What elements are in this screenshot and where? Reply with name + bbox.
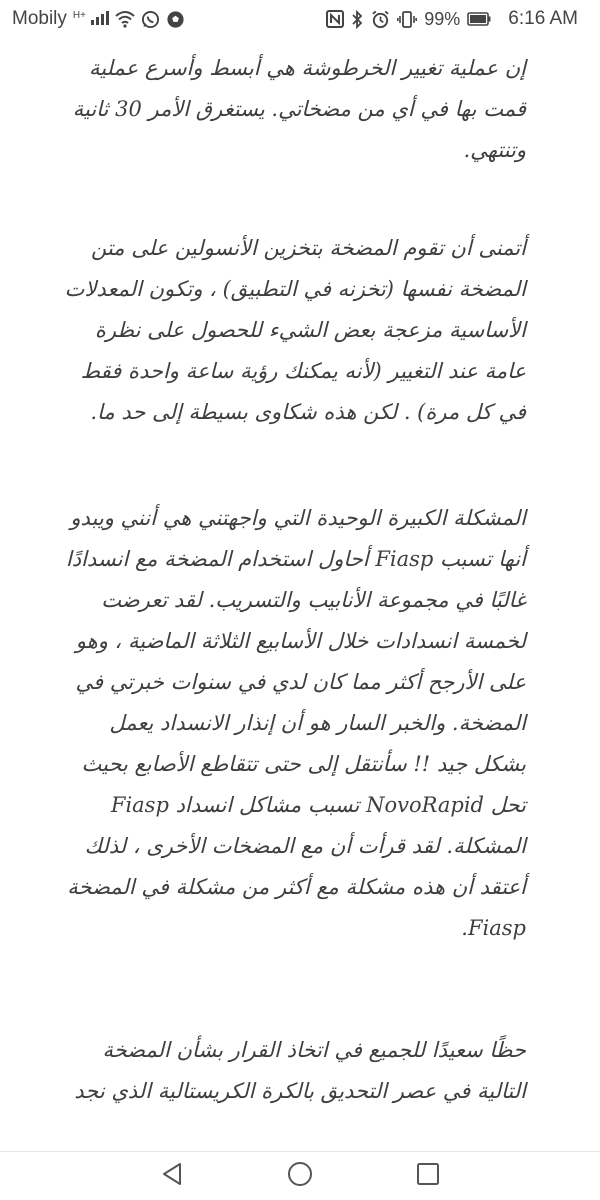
status-left [12, 8, 185, 30]
ball-icon [166, 10, 185, 29]
article-paragraph: حظًا سعيدًا للجميع في اتخاذ القرار بشأن المضخة التالية في عصر التحديق بالكرة الكريستالية الذي نجد [74, 1038, 526, 1103]
back-button[interactable] [155, 1160, 189, 1192]
article-paragraph: المشكلة الكبيرة الوحيدة التي واجهتني هي أنني ويبدو أنها تسبب Fiasp أحاول استخدام المضخة مع انسدادًا غالبًا في مجموعة الأنابيب والتسريب. لقد تعرضت لخمسة انسدادات خلال الأسابيع الثلاثة الماضية ، وهو على الأرجح أكثر مما كان لدي في سنوات خبرتي في المضخة. والخبر السار هو أن إنذار الانسداد يعمل بشكل جيد !! سأنتقل إلى حتى تتقاطع الأصابع بحيث تحل NovoRapid تسبب مشاكل انسداد Fiasp المشكلة. لقد قرأت أن مع المضخات الأخرى ، لذلك أعتقد أن هذه مشكلة مع أكثر من مشكلة في المضخة Fiasp. [65, 506, 526, 940]
back-icon [161, 1162, 183, 1190]
navigation-bar [0, 1151, 600, 1200]
whatsapp-icon [141, 10, 160, 29]
recents-button[interactable] [411, 1160, 445, 1192]
home-button[interactable] [283, 1160, 317, 1192]
wifi-icon [115, 10, 135, 28]
status-right [326, 8, 578, 30]
vibrate-icon [397, 10, 417, 29]
alarm-icon [371, 10, 390, 29]
bluetooth-icon [351, 10, 364, 29]
status-bar [0, 0, 600, 40]
article-paragraph: أتمنى أن تقوم المضخة بتخزين الأنسولين على متن المضخة نفسها (تخزنه في التطبيق) ، وتكون المعدلات الأساسية مزعجة بعض الشيء للحصول على نظرة عامة عند التغيير (لأنه يمكنك رؤية ساعة واحدة فقط في كل مرة) . لكن هذه شكاوى بسيطة إلى حد ما. [64, 236, 526, 424]
carrier-name: Mobily [12, 8, 67, 29]
battery-percentage: 99% [424, 8, 461, 29]
network-type: H+ [72, 9, 86, 21]
article-content[interactable] [0, 40, 600, 1152]
clock: 6:16 AM [508, 8, 578, 29]
signal-icon [73, 9, 109, 29]
recents-icon [416, 1162, 440, 1190]
nfc-icon [326, 10, 344, 28]
battery-icon [467, 12, 491, 26]
article-paragraph: إن عملية تغيير الخرطوشة هي أبسط وأسرع عملية قمت بها في أي من مضخاتي. يستغرق الأمر 30 ثانية وتنتهي. [72, 56, 526, 162]
home-icon [287, 1161, 313, 1191]
